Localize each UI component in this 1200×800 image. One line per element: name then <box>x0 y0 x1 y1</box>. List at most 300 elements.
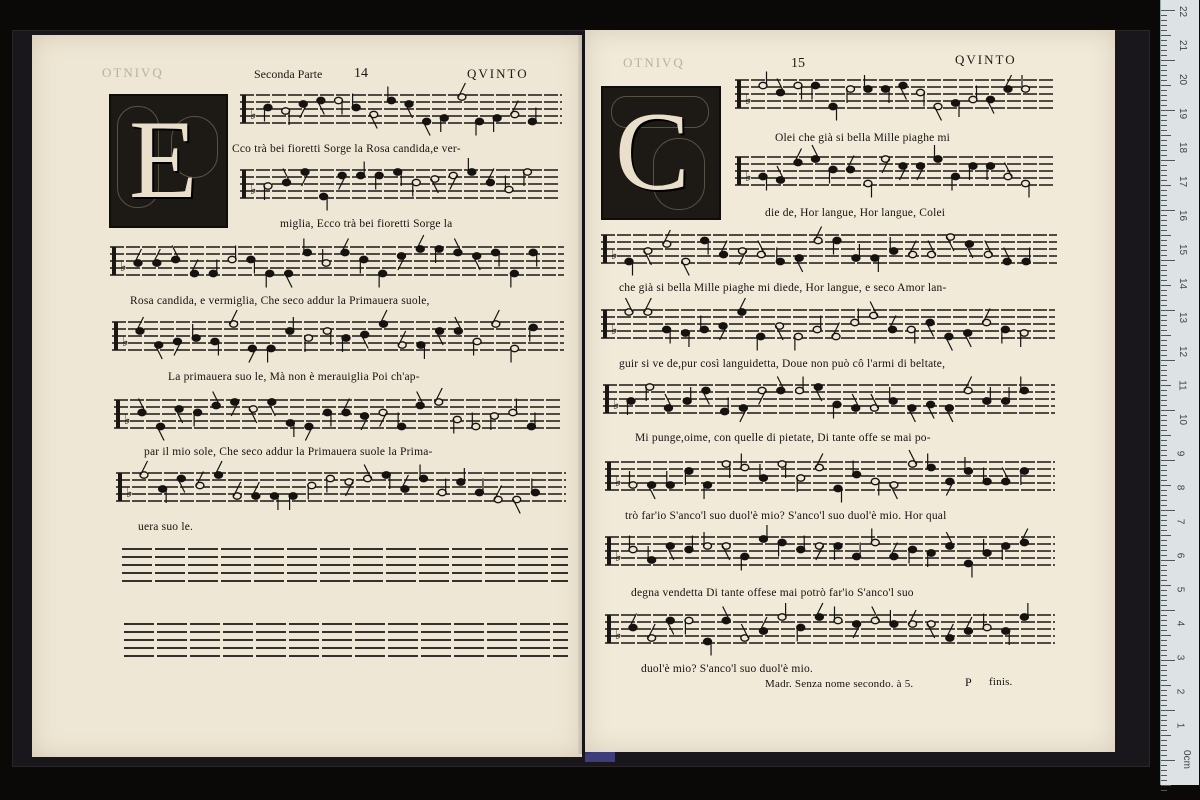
ruler-tick <box>1161 645 1167 646</box>
note-head <box>646 384 654 390</box>
ruler-tick <box>1161 705 1167 706</box>
note-head <box>209 270 217 276</box>
ruler-tick <box>1161 630 1167 631</box>
lyric-line: duol'è mio? S'anco'l suo duol'è mio. <box>641 663 813 675</box>
ruler-tick <box>1161 40 1167 41</box>
ruler-tick <box>1161 355 1167 356</box>
finis-label: finis. <box>989 676 1013 688</box>
ruler-tick <box>1161 605 1167 606</box>
flat-sign: ♭ <box>611 247 618 263</box>
note-head <box>952 173 960 179</box>
ruler-tick <box>1161 170 1167 171</box>
note-head <box>871 255 879 261</box>
note-head <box>983 398 991 404</box>
ruler-tick <box>1161 480 1167 481</box>
left-voice-title: QVINTO <box>467 66 529 81</box>
note-head <box>722 461 730 467</box>
note-head <box>473 338 481 344</box>
ruler-tick <box>1161 655 1167 656</box>
ruler-tick <box>1161 155 1167 156</box>
ruler-tick <box>1161 665 1167 666</box>
ruler-tick <box>1161 575 1167 576</box>
ruler-tick <box>1161 245 1167 246</box>
ruler-tick <box>1161 175 1167 176</box>
note-head <box>1001 326 1009 332</box>
note-head <box>741 553 749 559</box>
ruler-tick <box>1161 35 1171 36</box>
note-head <box>853 471 861 477</box>
music-staff <box>114 398 562 432</box>
clef <box>242 95 246 123</box>
note-head <box>323 328 331 334</box>
ruler-number: 3 <box>1174 654 1186 661</box>
note-head <box>685 617 693 623</box>
ruler-tick <box>1161 560 1175 561</box>
staff-svg <box>601 308 1055 342</box>
flat-sign: ♭ <box>122 334 129 350</box>
ruler-tick <box>1161 270 1167 271</box>
lyric-line: guir si ve de,pur così languidetta, Doue non può cô l'armi di beltate, <box>619 358 946 370</box>
ruler-tick <box>1161 370 1167 371</box>
note-head <box>472 423 480 429</box>
note-head <box>510 270 518 276</box>
clef <box>114 322 118 350</box>
flat-sign: ♭ <box>120 259 127 275</box>
ruler-tick <box>1161 65 1167 66</box>
note-head <box>757 333 765 339</box>
note-head <box>834 485 842 491</box>
ruler-tick <box>1161 260 1175 261</box>
ruler-tick <box>1161 320 1167 321</box>
ruler-tick <box>1161 185 1171 186</box>
note-head <box>704 543 712 549</box>
ruler-tick <box>1161 90 1167 91</box>
ruler-tick <box>1161 495 1167 496</box>
ruler-tick <box>1161 250 1167 251</box>
ruler-tick <box>1161 60 1175 61</box>
ruler-tick <box>1161 410 1175 411</box>
ruler-tick <box>1161 350 1167 351</box>
ruler-tick <box>1161 470 1167 471</box>
clef <box>603 310 607 338</box>
clef <box>603 235 607 263</box>
ruler-tick <box>1161 405 1167 406</box>
ruler-tick <box>1161 660 1175 661</box>
ruler-tick <box>1161 360 1175 361</box>
note-head <box>228 256 236 262</box>
note-head <box>909 546 917 552</box>
note-head <box>964 560 972 566</box>
ruler-number: 1 <box>1174 722 1186 729</box>
ruler-tick <box>1161 675 1167 676</box>
lyric-line: par il mio sole, Che seco addur la Primauera suole la Prima- <box>144 446 433 458</box>
ruler-tick <box>1161 615 1167 616</box>
note-head <box>721 408 729 414</box>
ruler-number: 20 <box>1177 73 1189 86</box>
note-head <box>379 270 387 276</box>
left-page <box>32 35 582 757</box>
music-staff <box>601 233 1057 267</box>
note-head <box>778 614 786 620</box>
flat-sign: ♭ <box>611 322 618 338</box>
ruler-tick <box>1161 775 1167 776</box>
ruler-tick <box>1161 80 1167 81</box>
ruler-tick <box>1161 700 1167 701</box>
ruler-tick <box>1161 640 1167 641</box>
flat-sign: ♭ <box>124 412 131 428</box>
note-head <box>700 326 708 332</box>
decorated-initial-e <box>109 94 228 228</box>
ruler-number: 15 <box>1177 243 1189 256</box>
note-head <box>1020 330 1028 336</box>
lyric-line: Mi punge,oime, con quelle di pietate, Di tante offe se mai po- <box>635 432 931 444</box>
initial-letter: E <box>129 98 198 222</box>
lyric-line: Cco trà bei fioretti Sorge la Rosa candida,e ver- <box>232 143 461 155</box>
note-head <box>797 546 805 552</box>
note-head <box>267 345 275 351</box>
note-head <box>440 115 448 121</box>
note-head <box>509 409 517 415</box>
note-head <box>398 423 406 429</box>
note-head <box>511 345 519 351</box>
note-head <box>683 398 691 404</box>
ruler-tick <box>1161 30 1167 31</box>
ruler-tick <box>1161 160 1175 161</box>
ruler-number: 4 <box>1174 620 1186 627</box>
ruler-number: 2 <box>1174 688 1186 695</box>
ruler-tick <box>1161 765 1167 766</box>
note-head <box>523 169 531 175</box>
note-head <box>934 156 942 162</box>
ruler-tick <box>1161 570 1167 571</box>
ruler-tick <box>1161 25 1167 26</box>
ruler-tick <box>1161 565 1167 566</box>
note-head <box>871 478 879 484</box>
note-head <box>322 260 330 266</box>
right-page <box>585 30 1115 752</box>
note-head <box>812 82 820 88</box>
decorated-initial-c <box>601 86 721 220</box>
note-head <box>952 100 960 106</box>
lyric-line: La primauera suo le, Mà non è merauiglia Poi ch'ap- <box>168 371 420 383</box>
ruler-tick <box>1161 745 1167 746</box>
staff-svg <box>735 155 1055 189</box>
clef <box>737 80 741 108</box>
note-head <box>917 89 925 95</box>
note-head <box>247 256 255 262</box>
note-head <box>852 255 860 261</box>
ruler-tick <box>1161 125 1167 126</box>
right-voice-title: QVINTO <box>955 52 1017 67</box>
note-head <box>666 482 674 488</box>
ruler-tick <box>1161 620 1167 621</box>
staff-svg <box>601 233 1057 267</box>
note-head <box>1002 398 1010 404</box>
ruler-tick <box>1161 325 1167 326</box>
note-head <box>360 256 368 262</box>
ruler-tick <box>1161 305 1167 306</box>
staff-svg <box>735 78 1055 112</box>
staff-svg <box>240 168 558 202</box>
note-head <box>1020 614 1028 620</box>
ruler-tick <box>1161 180 1167 181</box>
ruler-tick <box>1161 145 1167 146</box>
note-head <box>987 163 995 169</box>
ruler-tick <box>1161 280 1167 281</box>
ruler-tick <box>1161 460 1175 461</box>
ruler-tick <box>1161 140 1167 141</box>
bleed-through-title: OTNIVQ <box>102 65 164 80</box>
note-head <box>1022 86 1030 92</box>
part-label: Seconda Parte <box>254 67 323 81</box>
note-head <box>323 409 331 415</box>
ruler-number: 22 <box>1177 5 1189 18</box>
note-head <box>528 118 536 124</box>
note-head <box>438 489 446 495</box>
note-head <box>927 464 935 470</box>
ruler-number: 6 <box>1174 552 1186 559</box>
note-head <box>969 163 977 169</box>
note-head <box>476 118 484 124</box>
ruler-tick <box>1161 390 1167 391</box>
empty-staff <box>124 620 568 660</box>
lyric-line: Rosa candida, e vermiglia, Che seco addur la Primauera suole, <box>130 295 430 307</box>
ruler-tick <box>1161 10 1175 11</box>
ruler-tick <box>1161 45 1167 46</box>
note-head <box>270 493 278 499</box>
music-staff <box>112 320 564 354</box>
ruler-tick <box>1161 50 1167 51</box>
flat-sign: ♭ <box>615 474 622 490</box>
ruler-tick <box>1161 425 1167 426</box>
ruler-tick <box>1161 755 1167 756</box>
ruler-tick <box>1161 780 1167 781</box>
ruler-tick <box>1161 295 1167 296</box>
ruler-tick <box>1161 235 1171 236</box>
note-head <box>847 86 855 92</box>
ruler-tick <box>1161 505 1167 506</box>
ruler-number: 13 <box>1177 311 1189 324</box>
ruler-tick <box>1161 435 1171 436</box>
ruler-tick <box>1161 335 1171 336</box>
ruler-tick <box>1161 710 1175 711</box>
note-head <box>983 550 991 556</box>
ruler-tick <box>1161 545 1167 546</box>
ruler-tick <box>1161 240 1167 241</box>
flat-sign: ♭ <box>613 397 620 413</box>
ruler-tick <box>1161 225 1167 226</box>
clef <box>242 170 246 198</box>
bleed-through-title: OTNIVQ <box>623 55 685 70</box>
music-staff <box>240 93 562 127</box>
note-head <box>704 482 712 488</box>
ruler-tick <box>1161 525 1167 526</box>
music-staff <box>240 168 558 202</box>
note-head <box>681 330 689 336</box>
ruler-tick <box>1161 610 1175 611</box>
lyric-line: Olei che già si bella Mille piaghe mi <box>775 132 951 144</box>
note-head <box>890 248 898 254</box>
ruler-tick <box>1161 135 1171 136</box>
note-head <box>851 319 859 325</box>
ruler-number: 8 <box>1174 484 1186 491</box>
note-head <box>194 409 202 415</box>
ruler-number: 10 <box>1177 413 1189 426</box>
note-head <box>375 172 383 178</box>
note-head <box>741 464 749 470</box>
flat-sign: ♭ <box>745 92 752 108</box>
ruler-tick <box>1161 685 1171 686</box>
note-head <box>829 166 837 172</box>
note-head <box>211 338 219 344</box>
note-head <box>282 108 290 114</box>
empty-staff-svg <box>122 545 568 585</box>
note-head <box>308 482 316 488</box>
ruler-tick <box>1161 420 1167 421</box>
note-head <box>864 180 872 186</box>
clef <box>607 537 611 565</box>
staff-svg <box>605 535 1055 569</box>
ruler-tick <box>1161 340 1167 341</box>
measuring-ruler <box>1160 0 1199 785</box>
note-head <box>759 82 767 88</box>
note-head <box>864 86 872 92</box>
note-head <box>685 468 693 474</box>
left-page-number: 14 <box>354 66 368 81</box>
note-head <box>492 249 500 255</box>
ruler-tick <box>1161 440 1167 441</box>
ruler-tick <box>1161 395 1167 396</box>
ruler-tick <box>1161 515 1167 516</box>
ruler-tick <box>1161 600 1167 601</box>
note-head <box>382 472 390 478</box>
note-head <box>625 258 633 264</box>
ruler-tick <box>1161 520 1167 521</box>
ruler-number: 18 <box>1177 141 1189 154</box>
ruler-tick <box>1161 115 1167 116</box>
ruler-tick <box>1161 75 1167 76</box>
ruler-tick <box>1161 15 1167 16</box>
ruler-tick <box>1161 595 1167 596</box>
ruler-tick <box>1161 670 1167 671</box>
note-head <box>871 539 879 545</box>
ruler-number: 12 <box>1177 345 1189 358</box>
ruler-tick <box>1161 190 1167 191</box>
note-head <box>648 557 656 563</box>
ruler-tick <box>1161 330 1167 331</box>
ruler-tick <box>1161 285 1171 286</box>
ruler-number: 5 <box>1174 586 1186 593</box>
note-head <box>527 423 535 429</box>
ruler-tick <box>1161 315 1167 316</box>
music-staff <box>605 460 1055 494</box>
note-head <box>833 237 841 243</box>
note-head <box>326 475 334 481</box>
music-staff <box>603 383 1055 417</box>
note-head <box>759 173 767 179</box>
note-head <box>264 183 272 189</box>
music-staff <box>605 613 1055 647</box>
flat-sign: ♭ <box>250 182 257 198</box>
ruler-number: 9 <box>1174 450 1186 457</box>
note-head <box>889 398 897 404</box>
note-head <box>829 103 837 109</box>
ruler-tick <box>1161 735 1171 736</box>
clef <box>116 400 120 428</box>
ruler-tick <box>1161 510 1175 511</box>
ruler-tick <box>1161 535 1171 536</box>
ruler-tick <box>1161 445 1167 446</box>
note-head <box>529 249 537 255</box>
note-head <box>286 328 294 334</box>
ruler-tick <box>1161 20 1167 21</box>
staff-svg <box>110 245 564 279</box>
music-staff <box>735 155 1055 189</box>
ruler-tick <box>1161 455 1167 456</box>
note-head <box>490 413 498 419</box>
staff-svg <box>605 613 1055 647</box>
ruler-tick <box>1161 430 1167 431</box>
note-head <box>505 186 513 192</box>
note-head <box>435 246 443 252</box>
note-head <box>303 249 311 255</box>
music-staff <box>116 471 566 505</box>
note-head <box>286 420 294 426</box>
ruler-tick <box>1161 650 1167 651</box>
note-head <box>387 97 395 103</box>
note-head <box>778 539 786 545</box>
flat-sign: ♭ <box>126 485 133 501</box>
ruler-number: 14 <box>1177 277 1189 290</box>
note-head <box>627 398 635 404</box>
ruler-tick <box>1161 590 1167 591</box>
ruler-tick <box>1161 475 1167 476</box>
ruler-tick <box>1161 550 1167 551</box>
note-head <box>833 401 841 407</box>
ruler-tick <box>1161 105 1167 106</box>
ruler-tick <box>1161 345 1167 346</box>
note-head <box>927 550 935 556</box>
ruler-tick <box>1161 625 1167 626</box>
ruler-number: 16 <box>1177 209 1189 222</box>
signature-mark: P <box>965 675 972 689</box>
note-head <box>1020 387 1028 393</box>
clef <box>605 385 609 413</box>
ruler-tick <box>1161 540 1167 541</box>
ruler-tick <box>1161 465 1167 466</box>
note-head <box>475 489 483 495</box>
clef <box>112 247 116 275</box>
ruler-tick <box>1161 215 1167 216</box>
note-head <box>420 475 428 481</box>
note-head <box>192 335 200 341</box>
note-head <box>701 237 709 243</box>
note-head <box>342 335 350 341</box>
ruler-tick <box>1161 200 1167 201</box>
note-head <box>853 553 861 559</box>
ruler-tick <box>1161 195 1167 196</box>
lyric-line: che già si bella Mille piaghe mi diede, Hor langue, e seco Amor lan- <box>619 282 947 294</box>
note-head <box>320 193 328 199</box>
note-head <box>1002 543 1010 549</box>
ruler-tick <box>1161 120 1167 121</box>
note-head <box>704 638 712 644</box>
lyric-line: miglia, Ecco trà bei fioretti Sorge la <box>280 218 453 230</box>
note-head <box>759 536 767 542</box>
lyric-line: die de, Hor langue, Hor langue, Colei <box>765 207 946 219</box>
note-head <box>834 617 842 623</box>
ruler-tick <box>1161 385 1171 386</box>
